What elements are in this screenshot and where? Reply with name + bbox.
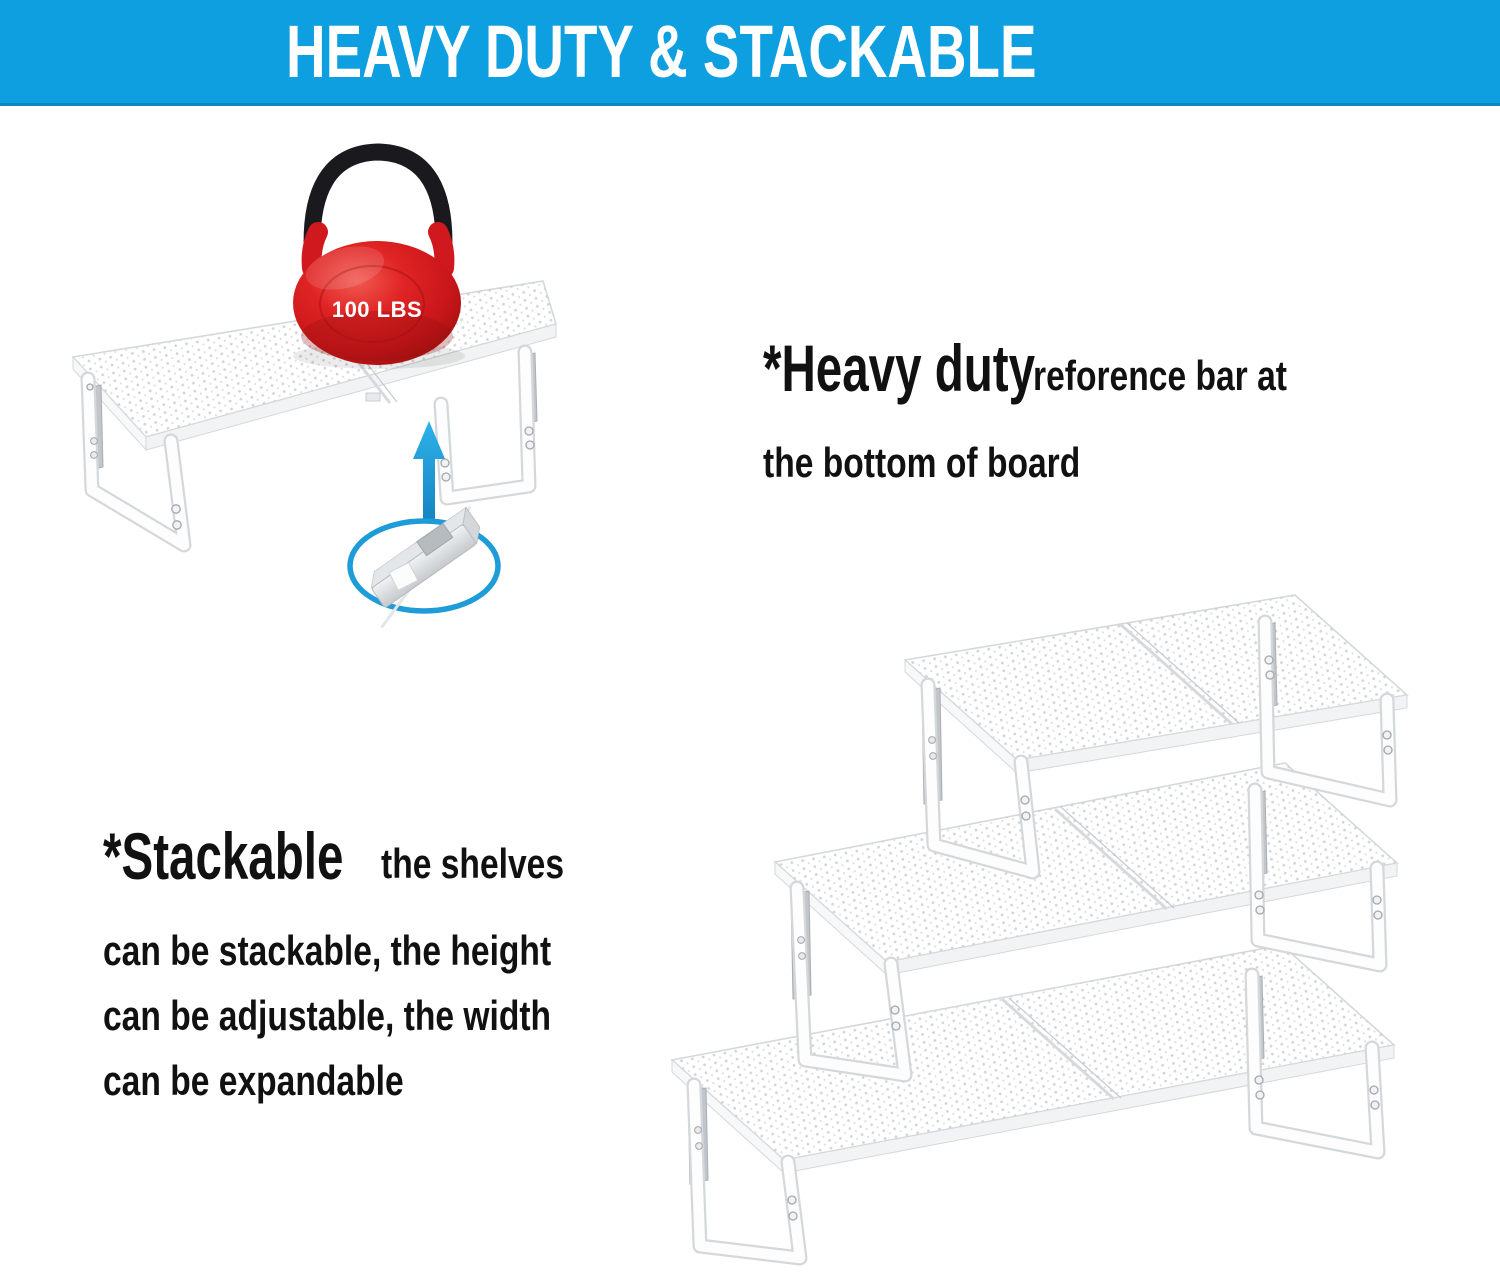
feature-stackable-title: *Stackable [103, 819, 344, 893]
banner-title: HEAVY DUTY & STACKABLE [285, 10, 1037, 93]
feature-stackable-description: the shelves [381, 840, 565, 887]
feature-heavy-duty-line1 [763, 331, 1287, 416]
kettlebell [293, 152, 465, 369]
feature-description-line: can be expandable [103, 1057, 404, 1104]
stacked-shelf-bottom [672, 945, 1394, 1258]
feature-stackable-line1 [103, 819, 663, 904]
feature-heavy-duty-description: reforence bar at [1033, 352, 1287, 399]
feature-heavy-duty [763, 331, 1287, 495]
feature-stackable [103, 819, 663, 1113]
feature-description-line: the bottom of board [763, 439, 1081, 486]
single-shelf-right-leg-frame [441, 352, 537, 498]
kettlebell-weight-label: 100 LBS [331, 297, 423, 322]
feature-description-line: can be stackable, the height [103, 927, 552, 974]
feature-heavy-duty-title: *Heavy duty [763, 331, 1036, 405]
banner [0, 0, 1500, 106]
feature-description-line: can be adjustable, the width [103, 992, 552, 1039]
reinforcement-bar-detail [350, 505, 498, 627]
single-shelf-illustration [0, 100, 740, 640]
stacked-shelves-illustration [600, 560, 1500, 1285]
